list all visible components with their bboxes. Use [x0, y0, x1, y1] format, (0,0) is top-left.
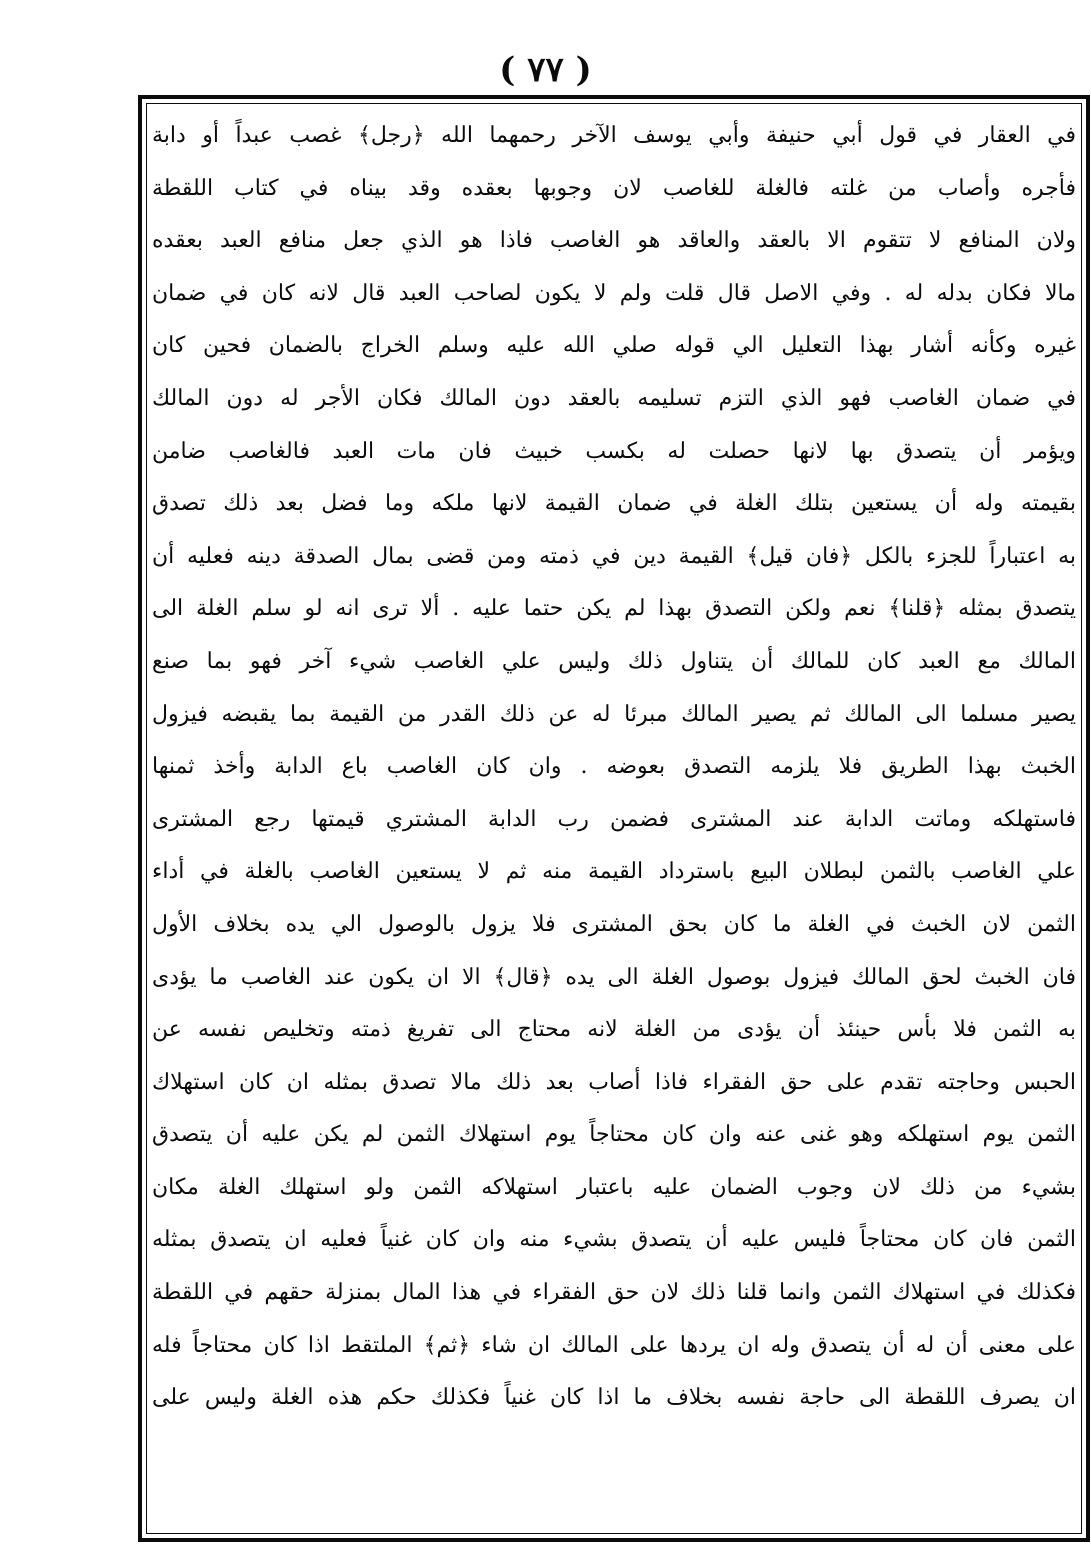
text-line: الخبث بهذا الطريق فلا يلزمه التصدق بعوضه . وان كان الغاصب باع الدابة وأخذ ثمنها	[152, 754, 1076, 780]
text-line: به اعتباراً للجزء بالكل ﴿فان قيل﴾ القيمة دين في ذمته ومن قضى بمال الصدقة دينه فعليه أن	[152, 543, 1076, 569]
text-line: فاستهلكه وماتت الدابة عند المشترى فضمن رب الدابة المشتري قيمتها رجع المشترى	[152, 806, 1076, 832]
page-number: ( ٧٧ )	[499, 50, 592, 90]
text-line: يصير مسلما الى المالك ثم يصير المالك مبرئا له عن ذلك القدر من القيمة بما يقبضه فيزول	[152, 701, 1076, 727]
text-line: الحبس وحاجته تقدم على حق الفقراء فاذا أصاب بعد ذلك مالا تصدق بمثله ان كان استهلاك	[152, 1069, 1076, 1095]
text-line: غيره وكأنه أشار بهذا التعليل الي قوله صلي الله عليه وسلم الخراج بالضمان فحين كان	[152, 333, 1076, 359]
text-line: علي الغاصب بالثمن لبطلان البيع باسترداد القيمة منه ثم لا يستعين الغاصب بالغلة في أداء	[152, 859, 1076, 885]
text-line: الثمن لان الخبث في الغلة ما كان بحق المشترى فلا يزول بالوصول الي يده بخلاف الأول	[152, 911, 1076, 937]
body-text	[152, 110, 1076, 1425]
text-line: على معنى أن له أن يتصدق وله ان يردها على المالك ان شاء ﴿ثم﴾ الملتقط اذا كان محتاجاً فله	[152, 1332, 1076, 1358]
text-line: ان يصرف اللقطة الى حاجة نفسه بخلاف ما اذا كان غنياً فكذلك حكم هذه الغلة وليس على	[152, 1385, 1076, 1411]
text-line: الثمن فان كان محتاجاً فليس عليه أن يتصدق بشيء منه وان كان غنياً فعليه ان يتصدق بمثله	[152, 1227, 1076, 1253]
text-line: الثمن يوم استهلكه وهو غنى عنه وان كان محتاجاً يوم استهلاك الثمن لم يكن عليه أن يتصدق	[152, 1122, 1076, 1148]
text-line: فأجره وأصاب من غلته فالغلة للغاصب لان وجوبها بعقده وقد بيناه في كتاب اللقطة	[152, 175, 1076, 201]
text-line: يتصدق بمثله ﴿قلنا﴾ نعم ولكن التصدق بهذا لم يكن حتما عليه . ألا ترى انه لو سلم الغلة الى	[152, 596, 1076, 622]
text-line: المالك مع العبد كان للمالك أن يتناول ذلك وليس علي الغاصب شيء آخر فهو بما صنع	[152, 648, 1076, 674]
text-line: في العقار في قول أبي حنيفة وأبي يوسف الآخر رحمهما الله ﴿رجل﴾ غصب عبداً أو دابة	[152, 123, 1076, 148]
text-line: فان الخبث لحق المالك فيزول بوصول الغلة الى يده ﴿قال﴾ الا ان يكون عند الغاصب ما يؤدى	[152, 964, 1076, 990]
text-line: ويؤمر أن يتصدق بها لانها حصلت له بكسب خبيث فان مات العبد فالغاصب ضامن	[152, 438, 1076, 464]
text-line: فكذلك في استهلاك الثمن وانما قلنا ذلك لان حق الفقراء في هذا المال بمنزلة حقهم في اللقطة	[152, 1280, 1076, 1306]
text-line: في ضمان الغاصب فهو الذي التزم تسليمه بالعقد دون المالك فكان الأجر له دون المالك	[152, 385, 1076, 411]
text-line: به الثمن فلا بأس حينئذ أن يؤدى من الغلة لانه محتاج الى تفريغ ذمته وتخليص نفسه عن	[152, 1017, 1076, 1043]
text-line: ولان المنافع لا تتقوم الا بالعقد والعاقد هو الغاصب فاذا هو الذي جعل منافع العبد بعقده	[152, 228, 1076, 254]
text-line: مالا فكان بدله له . وفي الاصل قال قلت ولم لا يكون لصاحب العبد قال لانه كان في ضمان	[152, 280, 1076, 306]
text-line: بشيء من ذلك لان وجوب الضمان عليه باعتبار استهلاكه الثمن ولو استهلك الغلة مكان	[152, 1174, 1076, 1200]
text-line: بقيمته وله أن يستعين بتلك الغلة في ضمان القيمة لانها ملكه وما فضل بعد ذلك تصدق	[152, 491, 1076, 517]
